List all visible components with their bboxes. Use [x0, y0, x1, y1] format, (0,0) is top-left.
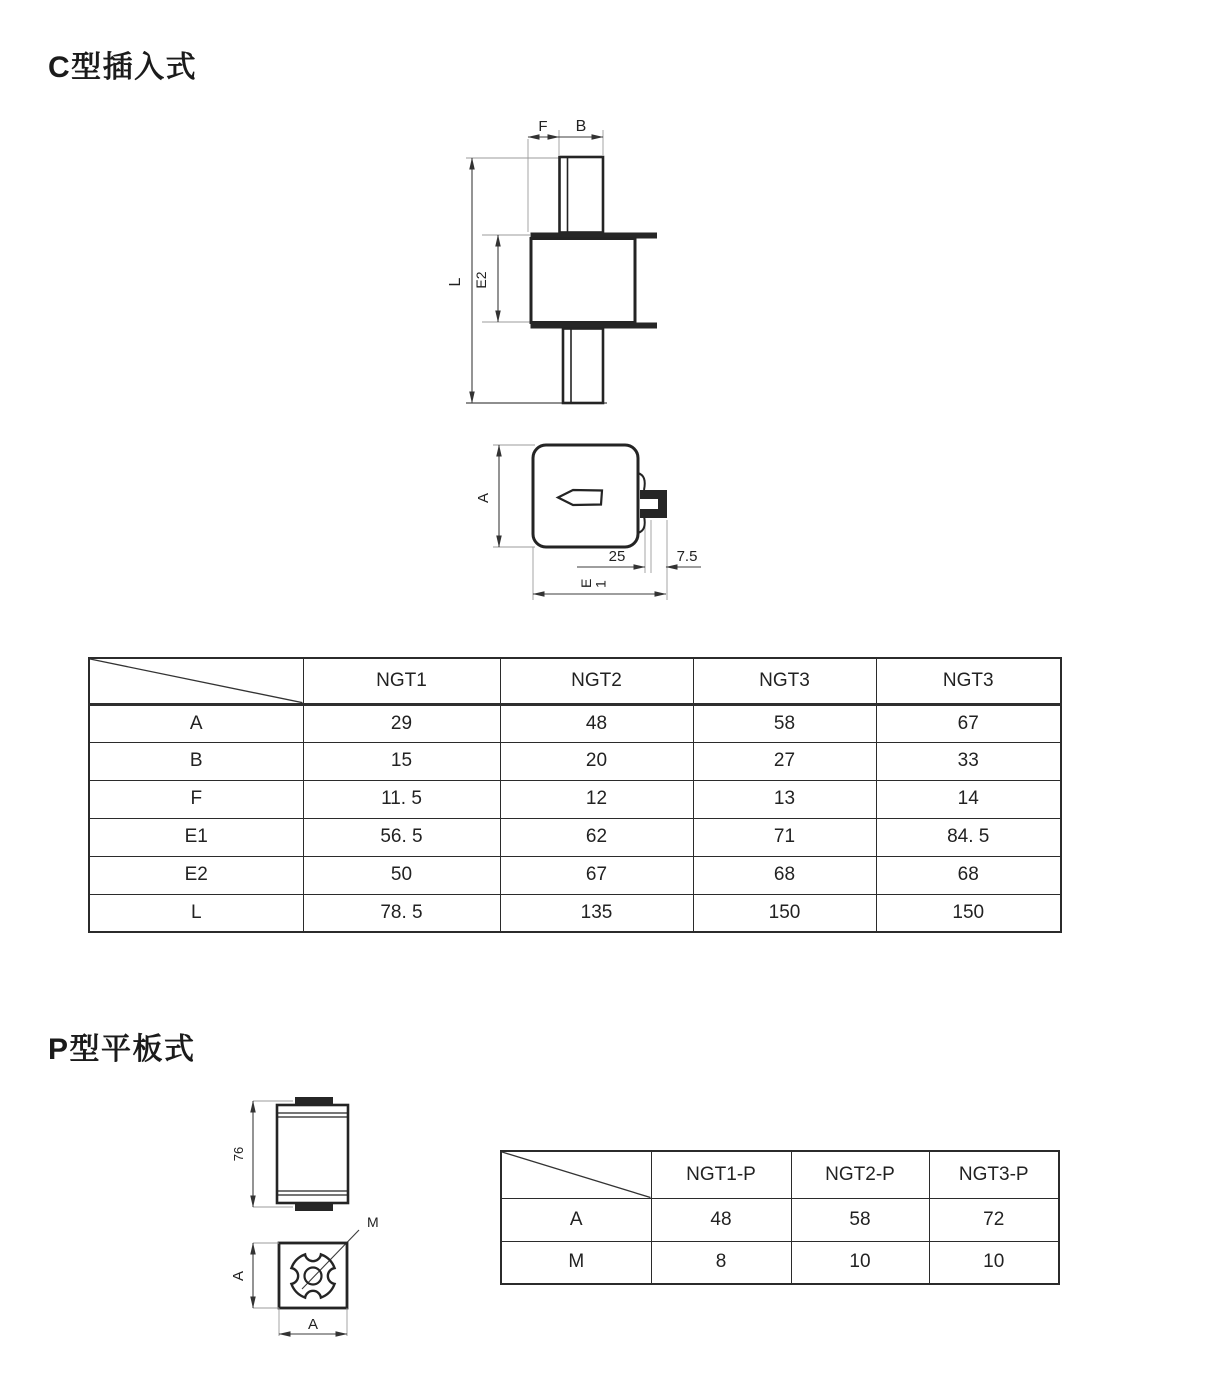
row-label: L	[89, 894, 303, 932]
dim-label-f: F	[538, 118, 548, 135]
dim-label-a-side: A	[230, 1270, 247, 1282]
table-row	[89, 856, 1061, 894]
dim-label-m: M	[367, 1214, 379, 1230]
cell: 78. 5	[303, 894, 500, 932]
cell: 33	[876, 742, 1061, 780]
cell: 56. 5	[303, 818, 500, 856]
cell: 14	[876, 780, 1061, 818]
cell: 67	[876, 704, 1061, 742]
cell: 68	[693, 856, 876, 894]
diagonal-line	[90, 659, 303, 703]
column-header: NGT1-P	[651, 1151, 791, 1198]
terminal-hole	[305, 1268, 322, 1285]
cell: 10	[791, 1241, 929, 1284]
cell: 67	[500, 856, 693, 894]
fuse-front-outline	[533, 445, 667, 547]
table-row	[501, 1241, 1059, 1284]
dim-label-25: 25	[608, 548, 626, 565]
cell: 12	[500, 780, 693, 818]
table-row	[89, 742, 1061, 780]
fuse-side-outline	[531, 157, 658, 403]
p-type-side-view	[277, 1097, 348, 1211]
c-type-side-view-drawing	[440, 110, 720, 420]
cell: 15	[303, 742, 500, 780]
row-label: E2	[89, 856, 303, 894]
row-label: F	[89, 780, 303, 818]
cell: 20	[500, 742, 693, 780]
cell: 72	[929, 1198, 1059, 1241]
cell: 68	[876, 856, 1061, 894]
dim-label-e1: E1	[578, 573, 609, 588]
cell: 50	[303, 856, 500, 894]
p-type-section-title: P型平板式	[48, 1033, 196, 1066]
header-row	[89, 658, 1061, 704]
dim-label-7-5: 7.5	[676, 548, 698, 565]
castellated-terminal	[291, 1254, 334, 1297]
row-label: E1	[89, 818, 303, 856]
table-row	[89, 704, 1061, 742]
column-header: NGT3	[876, 658, 1061, 704]
header-row	[501, 1151, 1059, 1198]
cell: 62	[500, 818, 693, 856]
column-header: NGT3-P	[929, 1151, 1059, 1198]
cell: 48	[500, 704, 693, 742]
dim-label-l: L	[447, 277, 464, 287]
cell: 8	[651, 1241, 791, 1284]
mounting-clip	[640, 490, 667, 518]
p-type-drawing	[225, 1080, 415, 1370]
column-header: NGT2-P	[791, 1151, 929, 1198]
cell: 135	[500, 894, 693, 932]
dim-label-a: A	[475, 492, 492, 504]
c-type-section-title: C型插入式	[48, 51, 198, 84]
cell: 29	[303, 704, 500, 742]
table-row	[89, 894, 1061, 932]
column-header: NGT1	[303, 658, 500, 704]
cell: 150	[693, 894, 876, 932]
column-header: NGT2	[500, 658, 693, 704]
cell: 11. 5	[303, 780, 500, 818]
row-label: M	[501, 1241, 651, 1284]
corner-diagonal-cell	[501, 1151, 651, 1198]
column-header: NGT3	[693, 658, 876, 704]
dim-label-b: B	[575, 118, 587, 135]
cell: 150	[876, 894, 1061, 932]
arrow-slot	[558, 490, 602, 505]
row-label: B	[89, 742, 303, 780]
cell: 84. 5	[876, 818, 1061, 856]
cell: 58	[693, 704, 876, 742]
c-type-front-view-drawing	[465, 428, 715, 613]
p-type-spec-table	[500, 1150, 1060, 1285]
c-type-spec-table	[88, 657, 1062, 933]
cell: 10	[929, 1241, 1059, 1284]
diagonal-line	[502, 1152, 651, 1198]
row-label: A	[501, 1198, 651, 1241]
table-row	[89, 818, 1061, 856]
cell: 71	[693, 818, 876, 856]
cell: 48	[651, 1198, 791, 1241]
table-row	[89, 780, 1061, 818]
row-label: A	[89, 704, 303, 742]
dim-label-76: 76	[231, 1146, 246, 1162]
cell: 27	[693, 742, 876, 780]
cell: 13	[693, 780, 876, 818]
dim-label-a-bottom: A	[307, 1316, 319, 1333]
cell: 58	[791, 1198, 929, 1241]
dim-label-e2: E2	[473, 271, 489, 289]
corner-diagonal-cell	[89, 658, 303, 704]
table-row	[501, 1198, 1059, 1241]
